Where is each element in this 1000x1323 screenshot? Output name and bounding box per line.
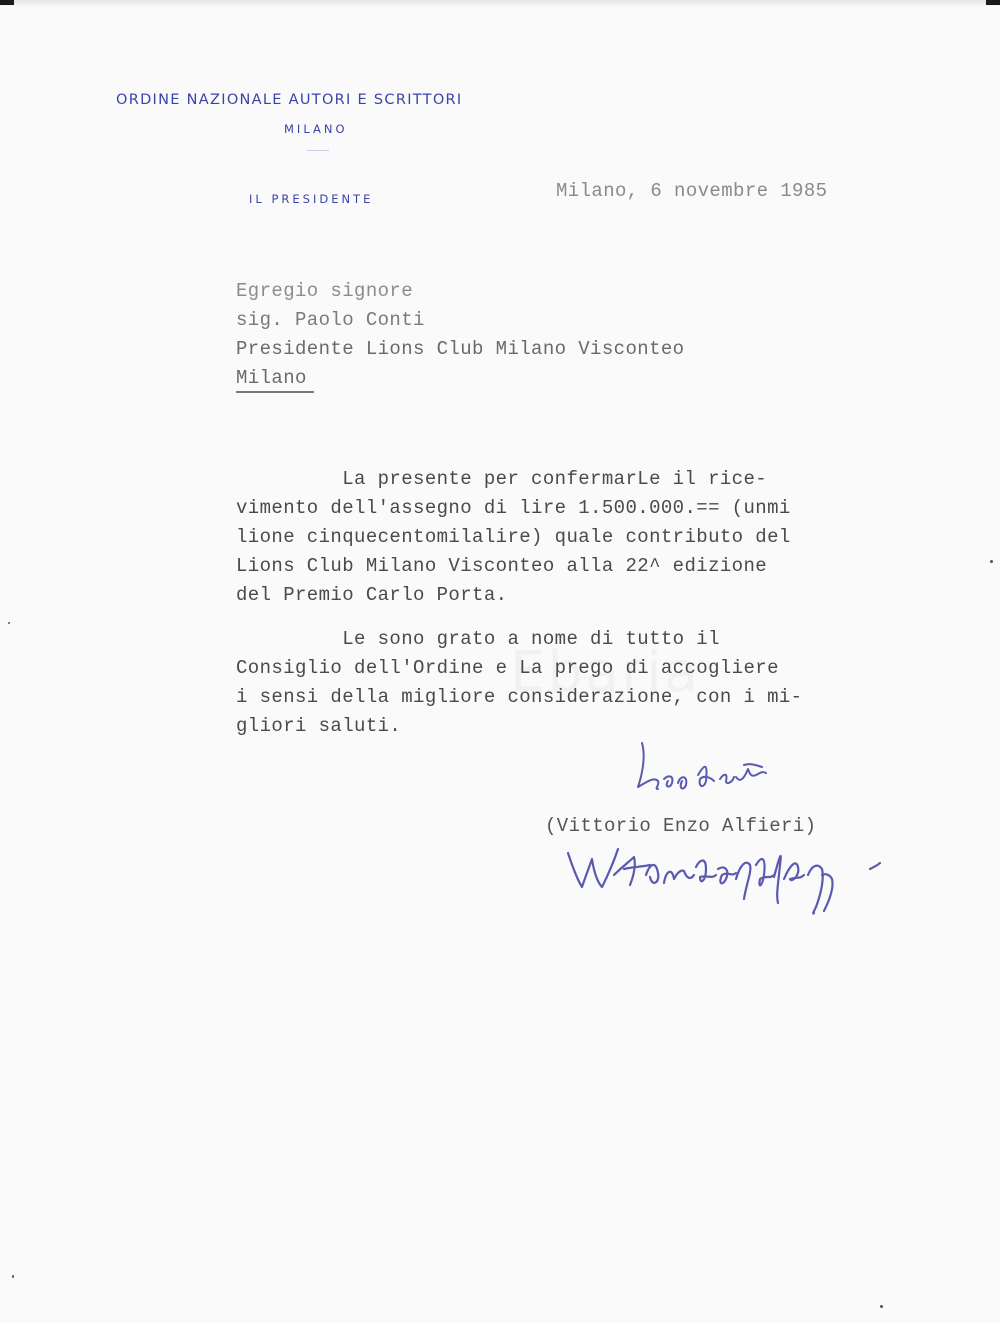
body-line: gliori saluti.: [236, 715, 402, 737]
paper-speck: [8, 622, 10, 624]
body-line: lione cinquecentomilalire) quale contributo del: [236, 526, 791, 548]
recipient-name: sig. Paolo Conti: [236, 309, 425, 331]
letterhead-role: IL PRESIDENTE: [249, 192, 374, 206]
paper-top-edge: [0, 0, 1000, 6]
paper-speck: [12, 1275, 14, 1278]
paper-speck: [990, 560, 993, 563]
scan-corner-mark-left: [0, 0, 14, 5]
recipient-city: Milano: [236, 367, 307, 389]
dateline: Milano, 6 novembre 1985: [556, 180, 828, 202]
scan-corner-mark-right: [986, 0, 1000, 5]
handwritten-initials: [628, 735, 788, 800]
body-line: Lions Club Milano Visconteo alla 22^ edizione: [236, 555, 768, 577]
recipient-title: Presidente Lions Club Milano Visconteo: [236, 338, 685, 360]
paper-speck: [880, 1305, 883, 1308]
body-line: La presente per confermarLe il rice-: [236, 468, 768, 490]
letterhead-city: MILANO: [284, 122, 348, 136]
letterhead-organization: ORDINE NAZIONALE AUTORI E SCRITTORI: [116, 92, 463, 108]
letterhead-divider: [307, 150, 329, 151]
recipient-city-underline: [236, 391, 314, 393]
body-line: Le sono grato a nome di tutto il: [236, 628, 720, 650]
body-line: Consiglio dell'Ordine e La prego di accogliere: [236, 657, 779, 679]
body-line: del Premio Carlo Porta.: [236, 584, 508, 606]
handwritten-signature: [560, 835, 890, 925]
recipient-salutation: Egregio signore: [236, 280, 414, 302]
body-line: i sensi della migliore considerazione, con i mi-: [236, 686, 803, 708]
signatory-name: (Vittorio Enzo Alfieri): [545, 815, 817, 837]
body-line: vimento dell'assegno di lire 1.500.000.== (unmi: [236, 497, 791, 519]
